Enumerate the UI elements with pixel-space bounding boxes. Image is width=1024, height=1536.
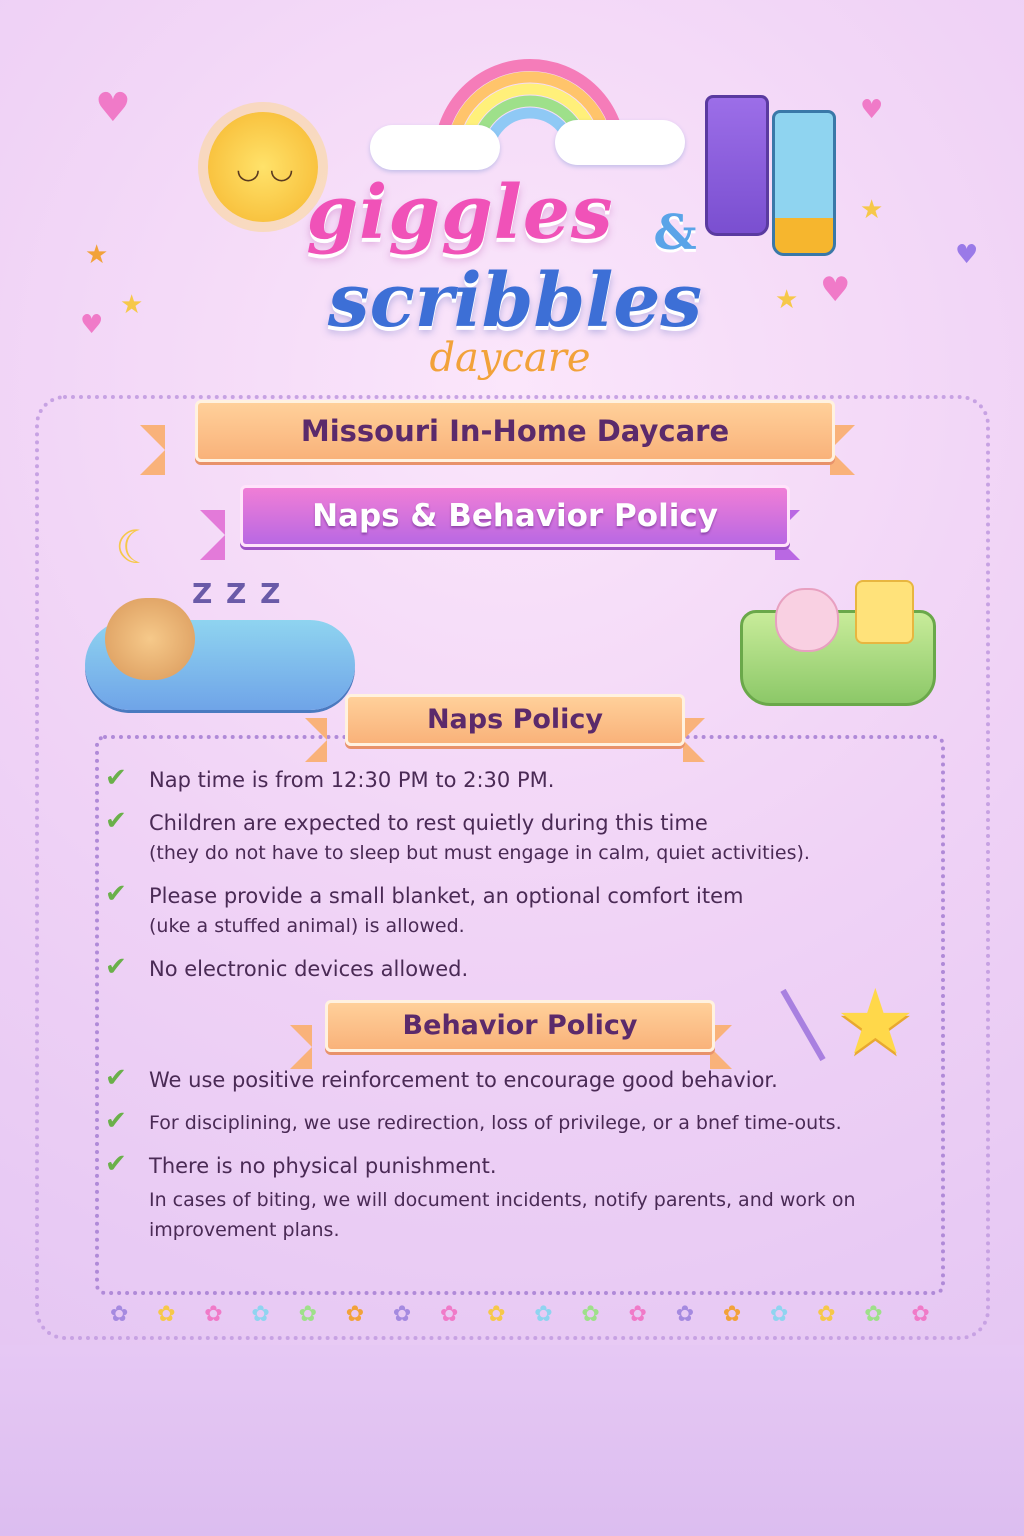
title-scribbles: scribbles [327,258,703,344]
flower-icon: ✿ [439,1302,459,1327]
flower-icon: ✿ [817,1302,836,1327]
naps-item-subtext: (uke a stuffed animal) is allowed. [149,915,465,937]
list-item [105,1151,945,1245]
heart-icon: ♥ [820,270,851,310]
naps-item-text: Children are expected to rest quietly during this time [149,811,708,835]
behavior-item-text: For disciplining, we use redirection, loss of privilege, or a bnef time-outs. [149,1112,842,1134]
sun-face-icon: ◡ ◡ [236,152,294,185]
heart-icon: ♥ [860,95,884,125]
purple-crayon-icon [705,95,769,236]
check-icon: ✔ [105,879,127,909]
list-item [105,881,810,941]
flower-icon: ✿ [204,1302,223,1327]
cloud-icon [555,120,685,165]
ribbon-tail-left [305,718,327,762]
flower-icon: ✿ [722,1302,742,1327]
naps-item-text: Nap time is from 12:30 PM to 2:30 PM. [149,768,555,792]
flower-icon: ✿ [911,1302,930,1327]
flower-icon: ✿ [675,1302,695,1327]
smiling-star-icon: ★ [835,970,916,1075]
check-icon: ✔ [105,952,127,982]
list-item [105,1108,945,1138]
title-giggles: giggles [306,170,614,256]
heart-icon: ♥ [80,310,104,340]
star-icon: ★ [120,290,144,320]
flower-icon: ✿ [628,1302,647,1327]
check-icon: ✔ [105,1149,127,1179]
check-icon: ✔ [105,1063,127,1093]
flower-icon: ✿ [251,1302,270,1327]
ribbon-tail-right [683,718,705,762]
behavior-item-text: There is no physical punishment. [149,1154,497,1178]
bunny-icon [775,588,839,652]
title-daycare: daycare [429,335,591,381]
flower-icon: ✿ [769,1302,789,1327]
flower-icon: ✿ [157,1302,176,1327]
star-icon: ★ [860,195,884,225]
flower-icon: ✿ [534,1302,553,1327]
naps-list [105,765,810,997]
check-icon: ✔ [105,1106,127,1136]
flower-icon: ✿ [487,1302,506,1327]
location-banner: Missouri In-Home Daycare [195,400,835,462]
star-icon: ★ [775,285,799,315]
flower-icon: ✿ [298,1302,317,1327]
behavior-item-text: We use positive reinforcement to encourage good behavior. [149,1068,778,1092]
cheese-toy-icon [855,580,914,644]
flower-icon: ✿ [110,1302,129,1327]
list-item [105,808,810,868]
cloud-icon [370,125,500,170]
check-icon: ✔ [105,806,127,836]
blue-crayon-icon [772,110,836,256]
flower-icon: ✿ [864,1302,883,1327]
behavior-list [105,1065,945,1258]
list-item [105,954,810,984]
bottom-band [0,1345,1024,1536]
naps-item-text: No electronic devices allowed. [149,957,469,981]
heart-icon: ♥ [95,85,131,131]
behavior-item-subtext: In cases of biting, we will document incidents, notify parents, and work on improvement plans. [149,1189,856,1241]
teddy-bear-icon [105,598,195,680]
list-item [105,1065,945,1095]
moon-icon: ☾ [115,520,157,574]
zzz-text: Z Z Z [192,577,283,610]
ribbon-tail-left [140,425,165,475]
flower-icon: ✿ [392,1302,412,1327]
behavior-heading: Behavior Policy [325,1000,715,1052]
check-icon: ✔ [105,763,127,793]
ribbon-tail-left [290,1025,312,1069]
star-icon: ★ [85,240,109,270]
flower-border [110,1302,930,1332]
flower-icon: ✿ [581,1302,600,1327]
policy-banner: Naps & Behavior Policy [240,485,790,547]
list-item [105,765,810,795]
heart-icon: ♥ [955,240,979,270]
naps-item-text: Please provide a small blanket, an optional comfort item [149,884,744,908]
naps-heading: Naps Policy [345,694,685,746]
naps-item-subtext: (they do not have to sleep but must engage in calm, quiet activities). [149,842,810,864]
title-ampersand: & [653,205,697,261]
flower-icon: ✿ [345,1302,365,1327]
ribbon-tail-left [200,510,225,560]
